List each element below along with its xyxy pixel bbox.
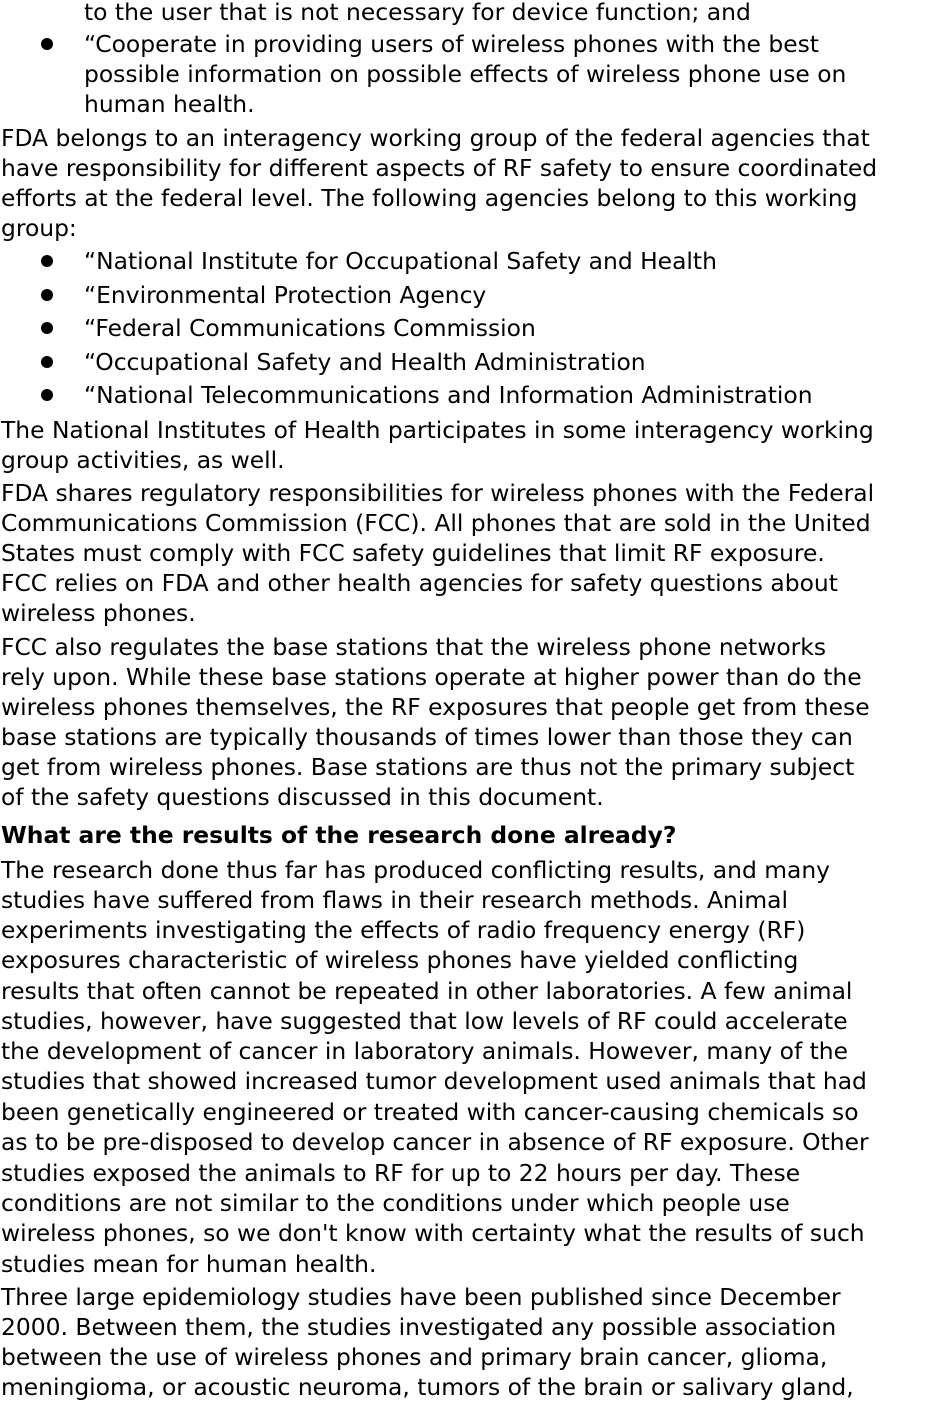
paragraph-line: studies that showed increased tumor development used animals that had: [1, 1067, 867, 1095]
bullet-icon: [41, 289, 53, 301]
bullet-icon: [41, 389, 53, 401]
paragraph-line: FDA shares regulatory responsibilities for wireless phones with the Federal: [1, 479, 875, 507]
section-heading: What are the results of the research done already?: [1, 821, 677, 849]
agency-list-item: “National Institute for Occupational Safety and Health: [84, 247, 717, 275]
paragraph-line: wireless phones.: [1, 599, 196, 627]
list-item-cooperate-line: human health.: [84, 90, 255, 118]
agency-list-item: “Federal Communications Commission: [84, 314, 536, 342]
bullet-icon: [41, 356, 53, 368]
paragraph-line: The research done thus far has produced conflicting results, and many: [1, 856, 831, 884]
paragraph-line: studies, however, have suggested that low levels of RF could accelerate: [1, 1007, 848, 1035]
paragraph-line: States must comply with FCC safety guidelines that limit RF exposure.: [1, 539, 825, 567]
paragraph-line: as to be pre-disposed to develop cancer in absence of RF exposure. Other: [1, 1128, 869, 1156]
paragraph-line: FCC also regulates the base stations that the wireless phone networks: [1, 633, 827, 661]
agency-list-item: “Occupational Safety and Health Administration: [84, 348, 646, 376]
paragraph-line: been genetically engineered or treated with cancer-causing chemicals so: [1, 1098, 859, 1126]
paragraph-line: exposures characteristic of wireless phones have yielded conflicting: [1, 946, 799, 974]
paragraph-line: conditions are not similar to the conditions under which people use: [1, 1189, 790, 1217]
paragraph-line: results that often cannot be repeated in other laboratories. A few animal: [1, 977, 853, 1005]
paragraph-line: efforts at the federal level. The following agencies belong to this working: [1, 184, 858, 212]
paragraph-line: FDA belongs to an interagency working group of the federal agencies that: [1, 124, 870, 152]
paragraph-line: The National Institutes of Health participates in some interagency working: [1, 416, 874, 444]
paragraph-line: experiments investigating the effects of radio frequency energy (RF): [1, 916, 806, 944]
paragraph-line: have responsibility for different aspects of RF safety to ensure coordinated: [1, 154, 878, 182]
paragraph-line: wireless phones, so we don't know with certainty what the results of such: [1, 1219, 865, 1247]
agency-list-item: “National Telecommunications and Information Administration: [84, 381, 813, 409]
list-item-cooperate: “Cooperate in providing users of wireless phones with the best: [84, 30, 819, 58]
paragraph-line: rely upon. While these base stations operate at higher power than do the: [1, 663, 862, 691]
paragraph-line: 2000. Between them, the studies investigated any possible association: [1, 1313, 837, 1341]
paragraph-line: of the safety questions discussed in this document.: [1, 783, 604, 811]
bullet-icon: [41, 38, 53, 50]
paragraph-line: group:: [1, 214, 77, 242]
paragraph-line: base stations are typically thousands of times lower than those they can: [1, 723, 853, 751]
list-item-cooperate-line: possible information on possible effects of wireless phone use on: [84, 60, 847, 88]
paragraph-line: Communications Commission (FCC). All phones that are sold in the United: [1, 509, 871, 537]
paragraph-line: get from wireless phones. Base stations are thus not the primary subject: [1, 753, 855, 781]
paragraph-line: group activities, as well.: [1, 446, 285, 474]
paragraph-line: studies exposed the animals to RF for up to 22 hours per day. These: [1, 1159, 801, 1187]
paragraph-line: the development of cancer in laboratory animals. However, many of the: [1, 1037, 848, 1065]
paragraph-line: FCC relies on FDA and other health agencies for safety questions about: [1, 569, 838, 597]
paragraph-line: Three large epidemiology studies have been published since December: [1, 1283, 841, 1311]
paragraph-line: meningioma, or acoustic neuroma, tumors of the brain or salivary gland,: [1, 1373, 854, 1401]
paragraph-line: wireless phones themselves, the RF exposures that people get from these: [1, 693, 870, 721]
paragraph-line: between the use of wireless phones and primary brain cancer, glioma,: [1, 1343, 828, 1371]
bullet-icon: [41, 322, 53, 334]
agency-list-item: “Environmental Protection Agency: [84, 281, 487, 309]
paragraph-line: studies mean for human health.: [1, 1250, 377, 1278]
paragraph-line: studies have suffered from flaws in their research methods. Animal: [1, 886, 789, 914]
list-item-continuation: to the user that is not necessary for device function; and: [84, 0, 751, 26]
bullet-icon: [41, 255, 53, 267]
